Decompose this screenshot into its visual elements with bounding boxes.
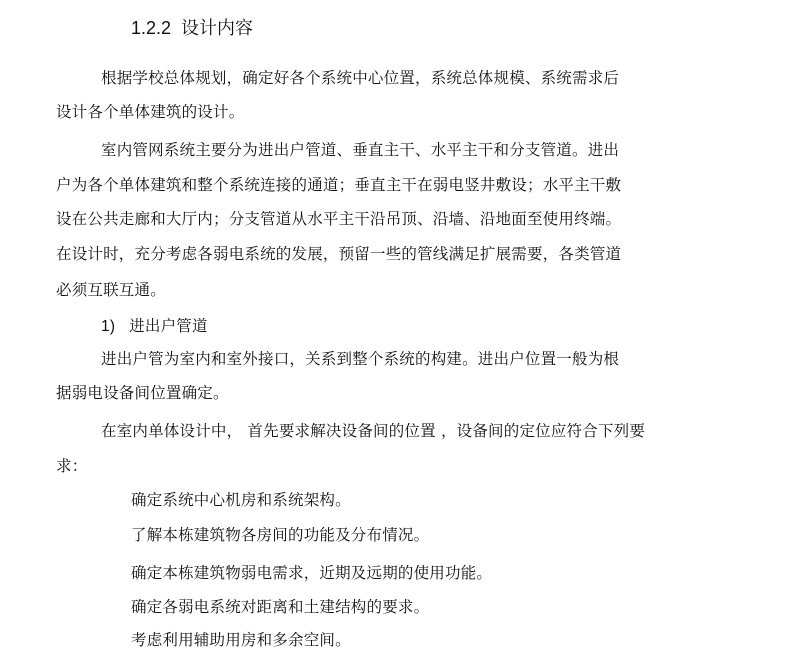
section-number: 1.2.2 (131, 18, 172, 38)
list-item: 确定各弱电系统对距离和土建结构的要求。 (131, 598, 430, 616)
section-heading (131, 16, 253, 41)
paragraph-line: 设计各个单体建筑的设计。 (56, 103, 245, 121)
paragraph-line: 在设计时，充分考虑各弱电系统的发展，预留一些的管线满足扩展需要，各类管道 (56, 245, 622, 263)
subsection-title: 进出户管道 (129, 317, 208, 335)
paragraph-line: 必须互联互通。 (56, 281, 166, 299)
subsection-heading (101, 316, 208, 337)
paragraph-line: 求： (56, 457, 88, 475)
subsection-number: 1) (101, 318, 116, 335)
paragraph-line: 室内管网系统主要分为进出户管道、垂直主干、水平主干和分支管道。进出 (101, 141, 620, 159)
list-item: 了解本栋建筑物各房间的功能及分布情况。 (131, 526, 430, 544)
paragraph-line: 在室内单体设计中， 首先要求解决设备间的位置 ，设备间的定位应符合下列要 (101, 422, 646, 440)
list-item: 考虑利用辅助用房和多余空间。 (131, 631, 351, 649)
paragraph-line: 户为各个单体建筑和整个系统连接的通道；垂直主干在弱电竖井敷设；水平主干敷 (56, 176, 622, 194)
paragraph-line: 进出户管为室内和室外接口，关系到整个系统的构建。进出户位置一般为根 (101, 350, 620, 368)
list-item: 确定系统中心机房和系统架构。 (131, 491, 351, 509)
paragraph-line: 设在公共走廊和大厅内；分支管道从水平主干沿吊顶、沿墙、沿地面至使用终端。 (56, 210, 622, 228)
paragraph-line: 据弱电设备间位置确定。 (56, 384, 229, 402)
list-item: 确定本栋建筑物弱电需求，近期及远期的使用功能。 (131, 564, 493, 582)
paragraph-line: 根据学校总体规划，确定好各个系统中心位置，系统总体规模、系统需求后 (101, 69, 620, 87)
section-title: 设计内容 (181, 18, 254, 39)
